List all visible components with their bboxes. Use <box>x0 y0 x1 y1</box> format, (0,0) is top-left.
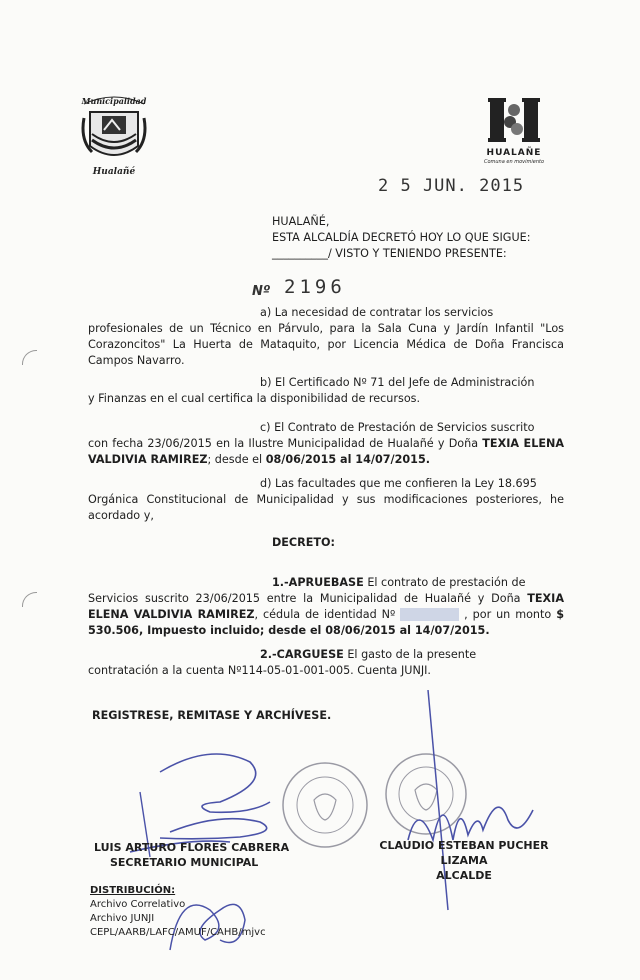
contract-period: 08/06/2015 al 14/07/2015. <box>265 453 431 466</box>
paragraph-a-lead: a) La necesidad de contratar los servicios <box>260 306 494 319</box>
paragraph-d-body: Orgánica Constitucional de Municipalidad y sus modificaciones posteriores, he acordado y, <box>88 493 564 522</box>
secretary-title: SECRETARIO MUNICIPAL <box>110 856 259 869</box>
carguese-label: 2.-CARGUESE <box>260 648 344 661</box>
crest-top-text: Municipalidad <box>81 96 147 106</box>
paragraph-b-body: y Finanzas en el cual certifica la disponibilidad de recursos. <box>88 392 421 405</box>
punch-hole-mark <box>22 592 37 607</box>
apruebase-label: 1.-APRUEBASE <box>272 576 364 589</box>
hualane-brand-logo <box>474 96 554 172</box>
paragraph-b <box>88 375 564 407</box>
paragraph-b-lead: b) El Certificado Nº 71 del Jefe de Administración <box>260 376 535 389</box>
article-2 <box>88 647 564 679</box>
paragraph-a-body: profesionales de un Técnico en Párvulo, para la Sala Cuna y Jardín Infantil "Los Corazoncitos" La Huerta de Mataquito, por Licencia Médica de Doña Francisca Campos Navarro. <box>88 322 564 367</box>
paragraph-c-lead: c) El Contrato de Prestación de Servicios suscrito <box>260 421 535 434</box>
article-1-lead: 1.-APRUEBASE El contrato de prestación de <box>272 576 526 589</box>
article-2-lead: 2.-CARGUESE El gasto de la presente <box>260 648 477 661</box>
h-letter-icon <box>484 96 544 144</box>
closing-line: REGISTRESE, REMITASE Y ARCHÍVESE. <box>92 709 332 722</box>
mayor-name: CLAUDIO ESTEBAN PUCHER LIZAMA <box>379 839 549 867</box>
contract-amount: $ 530.506, Impuesto incluido; desde el 08/06/2015 al 14/07/2015. <box>88 608 564 637</box>
paragraph-a <box>88 305 564 369</box>
intro-place: HUALAÑÉ, <box>272 215 330 228</box>
distribution-heading: DISTRIBUCIÓN: <box>90 885 176 896</box>
article-2-body: contratación a la cuenta Nº114-05-01-001-005. Cuenta JUNJI. <box>88 664 431 677</box>
distribution-line: Archivo JUNJI <box>90 913 155 924</box>
paragraph-d-lead: d) Las facultades que me confieren la Ley 18.695 <box>260 477 537 490</box>
punch-hole-mark <box>22 350 37 365</box>
municipal-crest-logo <box>78 90 150 178</box>
article-1 <box>88 575 564 639</box>
paragraph-c <box>88 420 564 468</box>
crest-bottom-text: Hualañé <box>92 167 136 177</box>
distribution-line: Archivo Correlativo <box>90 899 186 910</box>
decreto-heading: DECRETO: <box>272 536 336 549</box>
redacted-id <box>400 608 459 621</box>
mayor-title: ALCALDE <box>436 869 492 882</box>
article-1-body: Servicios suscrito 23/06/2015 entre la Municipalidad de Hualañé y Doña TEXIA ELENA VALDIVIA RAMIREZ, cédula de identidad Nº , por un monto $ 530.506, Impuesto incluido; desde el 08/06/2015 al 14/07/2015. <box>88 592 564 637</box>
intro-visto: __________/ VISTO Y TENIENDO PRESENTE: <box>272 247 507 260</box>
intro-alcaldia: ESTA ALCALDÍA DECRETÓ HOY LO QUE SIGUE: <box>272 231 531 244</box>
secretary-block <box>94 840 289 870</box>
distribution-line: CEPL/AARB/LAFC/AMUF/CAHB/mjvc <box>90 927 266 938</box>
decree-number: 2196 <box>284 276 346 298</box>
contractor-name: TEXIA ELENA VALDIVIA RAMIREZ <box>88 437 564 466</box>
distribution-block <box>90 884 266 940</box>
mayor-block <box>366 838 562 883</box>
logo-name: HUALAÑE <box>486 148 542 158</box>
mayor-signature <box>398 690 548 920</box>
secretary-name: LUIS ARTURO FLORES CABRERA <box>94 841 290 854</box>
decree-prefix: Nº <box>252 284 271 299</box>
logo-tagline: Comuna en movimiento <box>483 159 545 165</box>
date-stamp: 2 5 JUN. 2015 <box>378 176 525 196</box>
intro-block <box>272 214 572 262</box>
paragraph-c-body: con fecha 23/06/2015 en la Ilustre Municipalidad de Hualañé y Doña TEXIA ELENA VALDIVIA RAMIREZ; desde el 08/06/2015 al 14/07/2015. <box>88 437 564 466</box>
paragraph-d <box>88 476 564 524</box>
